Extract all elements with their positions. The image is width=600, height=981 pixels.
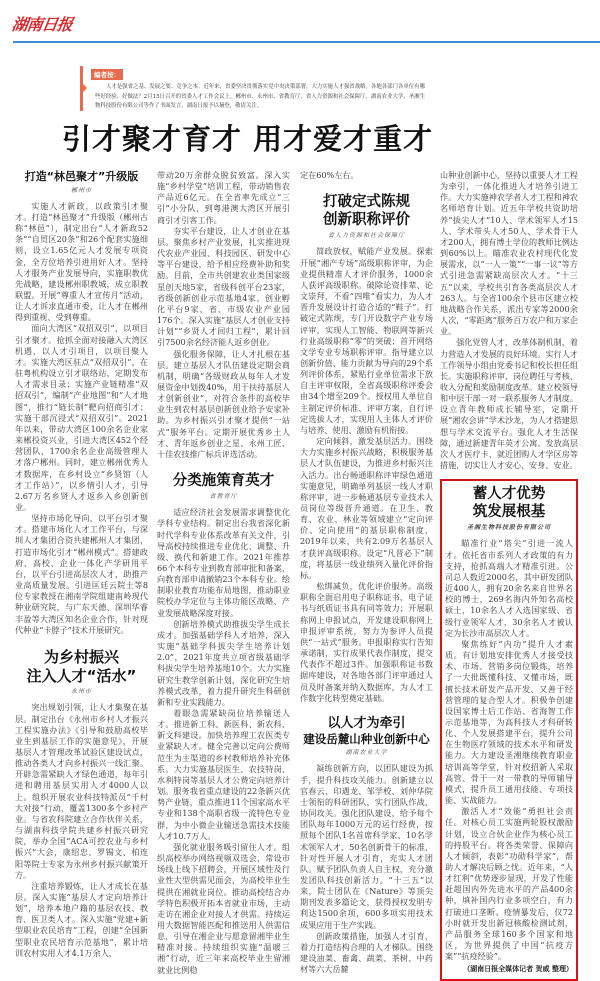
article-author: 湖南农业大学 — [345, 749, 388, 757]
column-2 — [157, 170, 290, 976]
article-body-continued — [300, 170, 433, 181]
article-title-line: 蓄人才优势 — [472, 486, 546, 503]
paragraph: 定在60%左右。 — [300, 170, 359, 180]
article-title-line: 创新职称评价 — [323, 212, 410, 229]
paragraph: 注重培养锻炼，让人才成长在基层。深入实施“基层人才定向培养计划”，培养本地户籍的基层农技、教育、医卫类人才。深入实施“党建+新型职业农民培育”工程，创建“全国新型职业农民培育示范基地”，累计培训农村实用人才4.1万余人， — [15, 880, 148, 958]
paragraph: 强化就业服务吸引留住人才。组织高校举办网络视频双选会，常设市场线上线下招聘会，开展区域性及行业性大型供需见面会，为高校毕业生提供在湘就业岗位。推动高校结合办学特色积极开拓本省就业市场，主动走访在湘企业对接人才供需。持续运用大数据智能匹配和推送用人供需信息，引导在湘企业与愿意留湘毕业生精准对接。持续组织实施“温暖三湘”行动，近三年来高校毕业生留湘就业比例稳 — [157, 841, 290, 975]
article-body-continued — [440, 170, 578, 471]
article-author: 永州市 — [70, 688, 92, 696]
article-author: 郴州市 — [70, 186, 92, 194]
paragraph: 突出规划引领，让人才集聚在基层。制定出台《永州市乡村人才振兴工程实施办法》《引导和鼓励高校毕业生到基层工作的实施意见》，开展基层人才管理改革试验区建设试点，推动各类人才向乡村振兴一线汇聚。开辟急需紧缺人才绿色通道，每年引进和聘用基层实用人才4000人以上。组织开展农业科技特派员“千村大对接”行动，覆盖1300多个乡村产业。与省农科院建立合作伙伴关系，与湖南科技学院共建乡村振兴研究院，举办全国“ACA可控农业与乡村振兴”大会，康绍忠、罗锡文、柏连阳等院士专家为永州乡村振兴献策开方。 — [15, 702, 148, 880]
paragraph: 强化党管人才，改革体制机制，着力营造人才发展的良好环境。实行人才工作领导小组由党委书记和校长担任组长。实施职称评审、岗位聘任与考核、收入分配和奖励制度改革。建立校领导和中层干部一对一联系服务人才制度。设立青年教师成长辅导室，定期开展“湘农会讲”学术沙龙，为人才搭建思想与学术交流平台。强化人才生活保障，通过新建青年英才公寓、发放高层次人才医疗卡、就近团购人才学区房等措施，切实让人才安心、安身、安业。 — [440, 337, 578, 471]
featured-article-box — [440, 479, 578, 981]
paragraph: 激活人才“效能”勇担社会责任。对核心员工实施两轮股权激励计划，设立合伙企业作为核心员工的持股平台。将各类荣誉、保障向人才倾斜，表彰“功勋科学家”，帮助人才解决后顾之忧。近年来，“人才红利”优势逐步显现，开发了性能赶超国内外先进水平的产品400余种，填补国内行业多项空白，有力打破进口垄断。疫情暴发后，仅72小时就开发出新冠核酸检测试剂，产品服务全球160多个国家和地区，为世界提供了中国“抗疫方案”“抗疫经验”。 — [445, 806, 573, 962]
paragraph: 带动20万余群众脱贫致富。深入实施“乡村学堂”培训工程，带动销售农产品近6亿元。在全省率先成立“三引”小分队，到粤港澳大湾区开展引商引才引客工作。 — [157, 170, 290, 225]
paragraph: 创新政策措施，加强人才引育，着力打造结构合理的人才梯队。围绕建设油菜、畜禽、蔬菜、茶树、中药材等六大岳麓 — [300, 930, 433, 975]
paragraph: 聚焦练好“内功”提升人才素质。有计划地安排优秀人才接受技术、市场、营销多岗位锻炼，培养了一大批既懂科技、又懂市场，既擅长技术研发产品开发、又善于经营管理的复合型人才。积极争创建设国家博士后工作站、省海智工作示范基地等，为高科技人才科研转化、个人发展搭建平台，提升公司在生物医疗领域的技术水平和研发能力。大力建设圣湘继续教育职业培训高等学堂，针对校招新人采取高管、骨干一对一带教的导师辅导模式，提升员工通用技能、专项技能、实战能力。 — [445, 638, 573, 806]
article-title-line: 建设岳麓山种业创新中心 — [303, 732, 430, 747]
paragraph: 创新培养模式助推拔尖学生成长成才。加强基础学科人才培养，深入实施“基础学科拔尖学生培养计划2.0”，2021年度共立项省级基础学科拔尖学生培养基地10个。大力实施研究生教学创新计划，深化研究生培养模式改革，着力提升研究生科研创新和专业实践能力。 — [157, 618, 290, 707]
article-title: 打造“林邑聚才”升级版 — [24, 170, 139, 183]
article-body — [445, 538, 573, 962]
page-headline: 引才聚才育才 用才爱才重才 — [62, 122, 434, 156]
article-body-continued — [157, 170, 290, 460]
article-title-line: 以人才为牵引 — [327, 715, 406, 731]
newspaper-logo: 湖南日报 — [10, 15, 74, 34]
editor-note-label: 编者按： — [91, 69, 123, 80]
article-body — [157, 507, 290, 976]
paragraph: 瞄准行业“塔尖”引进一流人才。依托省市系列人才政策的有力支持，抢抓高端人才精准引进。公司总人数近2000名，其中研发团队近400人，拥有20余名来自世界名校的博士，269名海内外知名高校硕士，10余名人才入选国家级、省级行业领军人才，30余名人才被认定为长沙市高层次人才。 — [445, 538, 573, 638]
article-author: 圣湘生物科技股份有限公司 — [466, 524, 551, 532]
paragraph: 适应经济社会发展需求调整优化学科专业结构。制定出台我省深化新时代学科专业体系改革有关文件，引导高校持续推进专业优化、调整、升级、换代和新建工作。2021年推荐66个本科专业到教育部审批和备案，向教育部申请撤销23个本科专业。绘制职业教育功能布局地图，推动职业院校办学定位与主体功能区战略、产业发展战略深度对接。 — [157, 507, 290, 618]
column-4 — [440, 170, 578, 981]
column-3 — [300, 170, 433, 975]
paragraph: 山种业创新中心，坚持以重要人才工程为牵引，一体化推进人才培养引进工作。大力实施神农学者人才工程和神农名师培育计划。近五年学校共资助培养“拔尖人才”10人、学术领军人才15人、学术带头人才50人、学术骨干人才200人，拥有博士学位的教师比例达到60%以上。瞄准农业农村现代化发展需求，以“一人一策”“一事一议”等方式引进急需紧缺高层次人才。“十三五”以来，学校共引育各类高层次人才263人。与全省100余个县市区建立校地战略合作关系，派出专家等2000余人次，“零距离”服务百万农户和万家企业。 — [440, 170, 578, 337]
paragraph: 面向大湾区“双招双引”，以项目引才聚才。抢抓全面对接融入大湾区机遇，以人才引项目，以项目聚人才。实施大湾区驻点“双招双引”，在驻粤机构设立引才联络站，定期发布人才需求目录；实施产业链精准“双招双引”，编制“产业地图”和“人才地图”，推行“链长制”靶向招商引才；实施干部沉浸式“双招双引”。2021年以来，带动大湾区100余名企业家来郴投资兴业，引进大湾区452个经营团队、1700余名企业高级管理人才落户郴州。同时，建立郴州优秀人才数据库，在乡村设立“乡贤馆（人才工作站）”，以乡情引人才，引导2.67万名乡贤人才返乡入乡创新创业。 — [15, 323, 148, 512]
paragraph: 实施人才新政，以政策引才聚才。打造“林邑聚才”升级版（郴州古称“林邑”），制定出台“人才新政52条”“自贸区20条”和26个配套实施细则，设立1.65亿元人才发展专项资金，全方位培养引进用好人才。坚持人才服务产业发展导向，实施职教优先战略，建设郴州职教城，成立职教联盟。开展“尊重人才宣传月”活动，让人才诉求直通市委，让人才在郴州得到重视、受到尊重。 — [15, 200, 148, 323]
reporter-credit: （湖南日报全媒体记者 贺威 整理） — [463, 965, 573, 974]
paragraph: 定向倾斜，激发基层活力。围绕大力实施乡村振兴战略，积极服务基层人才队伍建设，为推进乡村振兴注入活力。出台畅通职称评审绿色通道实施意见，明确单列基层一线人才职称评审，进一步畅通基层专业技术人员岗位等级晋升通道。在卫生、教育、农业、林业等领域建立“定向评价、定向使用”的基层职称制度，2019年以来，共有2.09万名基层人才获评高级职称。设定“凡晋必下”制度，将基层一线业绩列入量化评价指标。 — [300, 436, 433, 580]
column-1 — [15, 170, 148, 959]
masthead-divider — [13, 41, 600, 43]
paragraph: 凝练创新方向，以团队建设为抓手，提升科技攻关能力。创新建立以官春云、印遇龙、邹学校、刘仲华院士领衔的科研团队，实行团队作战、协同攻关。强化团队建设，给予每个团队每年1000万元的运行经费，按照每个团队1名首席科学家、10名学术领军人才、50名创新骨干的标准，针对性开展人才引育，充实人才团队。赋予团队负责人自主权，充分激发团队科技创新活力。“十三五”以来，院士团队在《Nature》等顶尖期刊发表多篇论文，获得授权发明专利达1500余项，600多项实用技术成果应用于生产实践。 — [300, 763, 433, 930]
editor-note-notch — [83, 84, 87, 92]
article-author: 省教育厅 — [209, 493, 238, 501]
article-body — [300, 246, 433, 703]
paragraph: 着眼急需紧缺岗位培养输送人才。推进新工科、新医科、新农科、新文科建设。加快培养理工农医类专业紧缺人才。健全完善以定向公费师范生为主渠道的乡村教师培养补充体系。大力实施基层医生、农技特岗、水利特岗等基层人才公费定向培养计划。服务我省重点建设的22条新兴优势产业链，重点推进11个国家高水平专业和138个高职省级一流特色专业群，为中小微企业输送急需技术技能人才10.7万人。 — [157, 708, 290, 841]
article-title: 分类施策育英才 — [172, 473, 275, 490]
article-title-line: 打破定式陈规 — [323, 194, 410, 211]
paragraph: 松绑减负，优化评价服务。高级职称全面启用电子职称证书，电子证书与纸质证书具有同等效力；开展职称网上申报试点，开发建设职称网上申报评审系统，努力为参评人员提供“一站式”服务。申报职称实行告知承诺制，实行成果代表作制度，提交代表作不超过3件。加强职称证书数据库建设，对各地各部门评审通过人员及时备案并纳入数据库，为人才工作数字化转型奠定基础。 — [300, 581, 433, 703]
article-body — [15, 201, 148, 636]
paragraph: 坚持市场化导向，以平台引才聚才。搭建市场化人才工作平台，与深圳人才集团合资共建郴州人才集团，打造市场化引才“郴州模式”。搭建政府、高校、企业一体化产学研用平台，以平台引进高层次人才，助推产业高质量发展。引进匡廷云院士等8位专家教授在湘南学院组建南岭现代种业研究院，与广东天德、深圳华睿丰盈等大湾区知名企业合作，针对现代种业“卡脖子”技术开展研究。 — [15, 513, 148, 635]
editor-note-text: 人才是强省之基、发展之要、竞争之本。近年来，省委坚决贯彻落实党中央决策部署，大力实施人才强省战略。各地各部门各单位有哪些好经验、好做法？2月15日召开的省委人才工作会议上，郴州市、永州市、省教育厅、省人力资源和社会保障厅、湖南农业大学、圣湘生物科技股份有限公司等作了书面发言，湖南日报予以摘登，敬请关注。 — [95, 84, 425, 110]
paragraph: 简政放权，赋能产业发展。探索开展“湘产专场”高级职称评审，为企业提供精准人才评价服务，1000余人获评高级职称。破除论资排辈、论文崇拜，不看“四唯”看实力，为人才晋升发展设计打造合适的“鞋子”。打破定式陈规，专门开设数字产业专场评审，实现人工智能、物联网等新兴行业高级职称“零”的突破；首开网络文学专业专场职称评审。指导建立以创新价值、能力贡献为导向的29个系列评价体系，紧贴行业单位需求下放自主评审权限，全省高级职称评委会由34个增至209个。授权用人单位自主制定评价标准、评审方案，自行评定选拔人才，实现用人主体人才评价与培养、使用、激励有机衔接。 — [300, 246, 433, 435]
article-body — [300, 763, 433, 975]
article-title-line: 注入人才“活水” — [26, 666, 137, 685]
article-title-line: 为乡村振兴 — [43, 647, 119, 666]
article-author: 省人力资源和社会保障厅 — [327, 232, 405, 240]
article-title-line: 筑发展根基 — [472, 504, 546, 521]
paragraph: 强化服务保障，让人才扎根在基层。建立基层人才队伍建设定期会商机制，明确“各级财政从每年人才发展资金中划拨40%，用于扶持基层人才创新创业”，对符合条件的高校毕业生到农村基层创新创业给予安家补助。为乡村振兴引才聚才提供“一站式”服务平台。定期开展优秀乡土人才、青年返乡创业之星、永州工匠、十佳农技推广标兵评选活动。 — [157, 348, 290, 459]
paragraph: 夯实平台建设，让人才创业在基层。聚焦乡村产业发展，扎实推进现代农业产业园、科技园区、研发中心等平台建设，给予相应经费补助和奖励。目前，全市共创建农业类国家级星创天地5家，省级科创平台23家，省级创新创业示范基地4家、创业孵化平台9家，省、市级农业产业园176个。深入实施“基层人才创业支持计划”“乡贤人才回归工程”，累计回引7500余名经济能人返乡创业。 — [157, 225, 290, 348]
